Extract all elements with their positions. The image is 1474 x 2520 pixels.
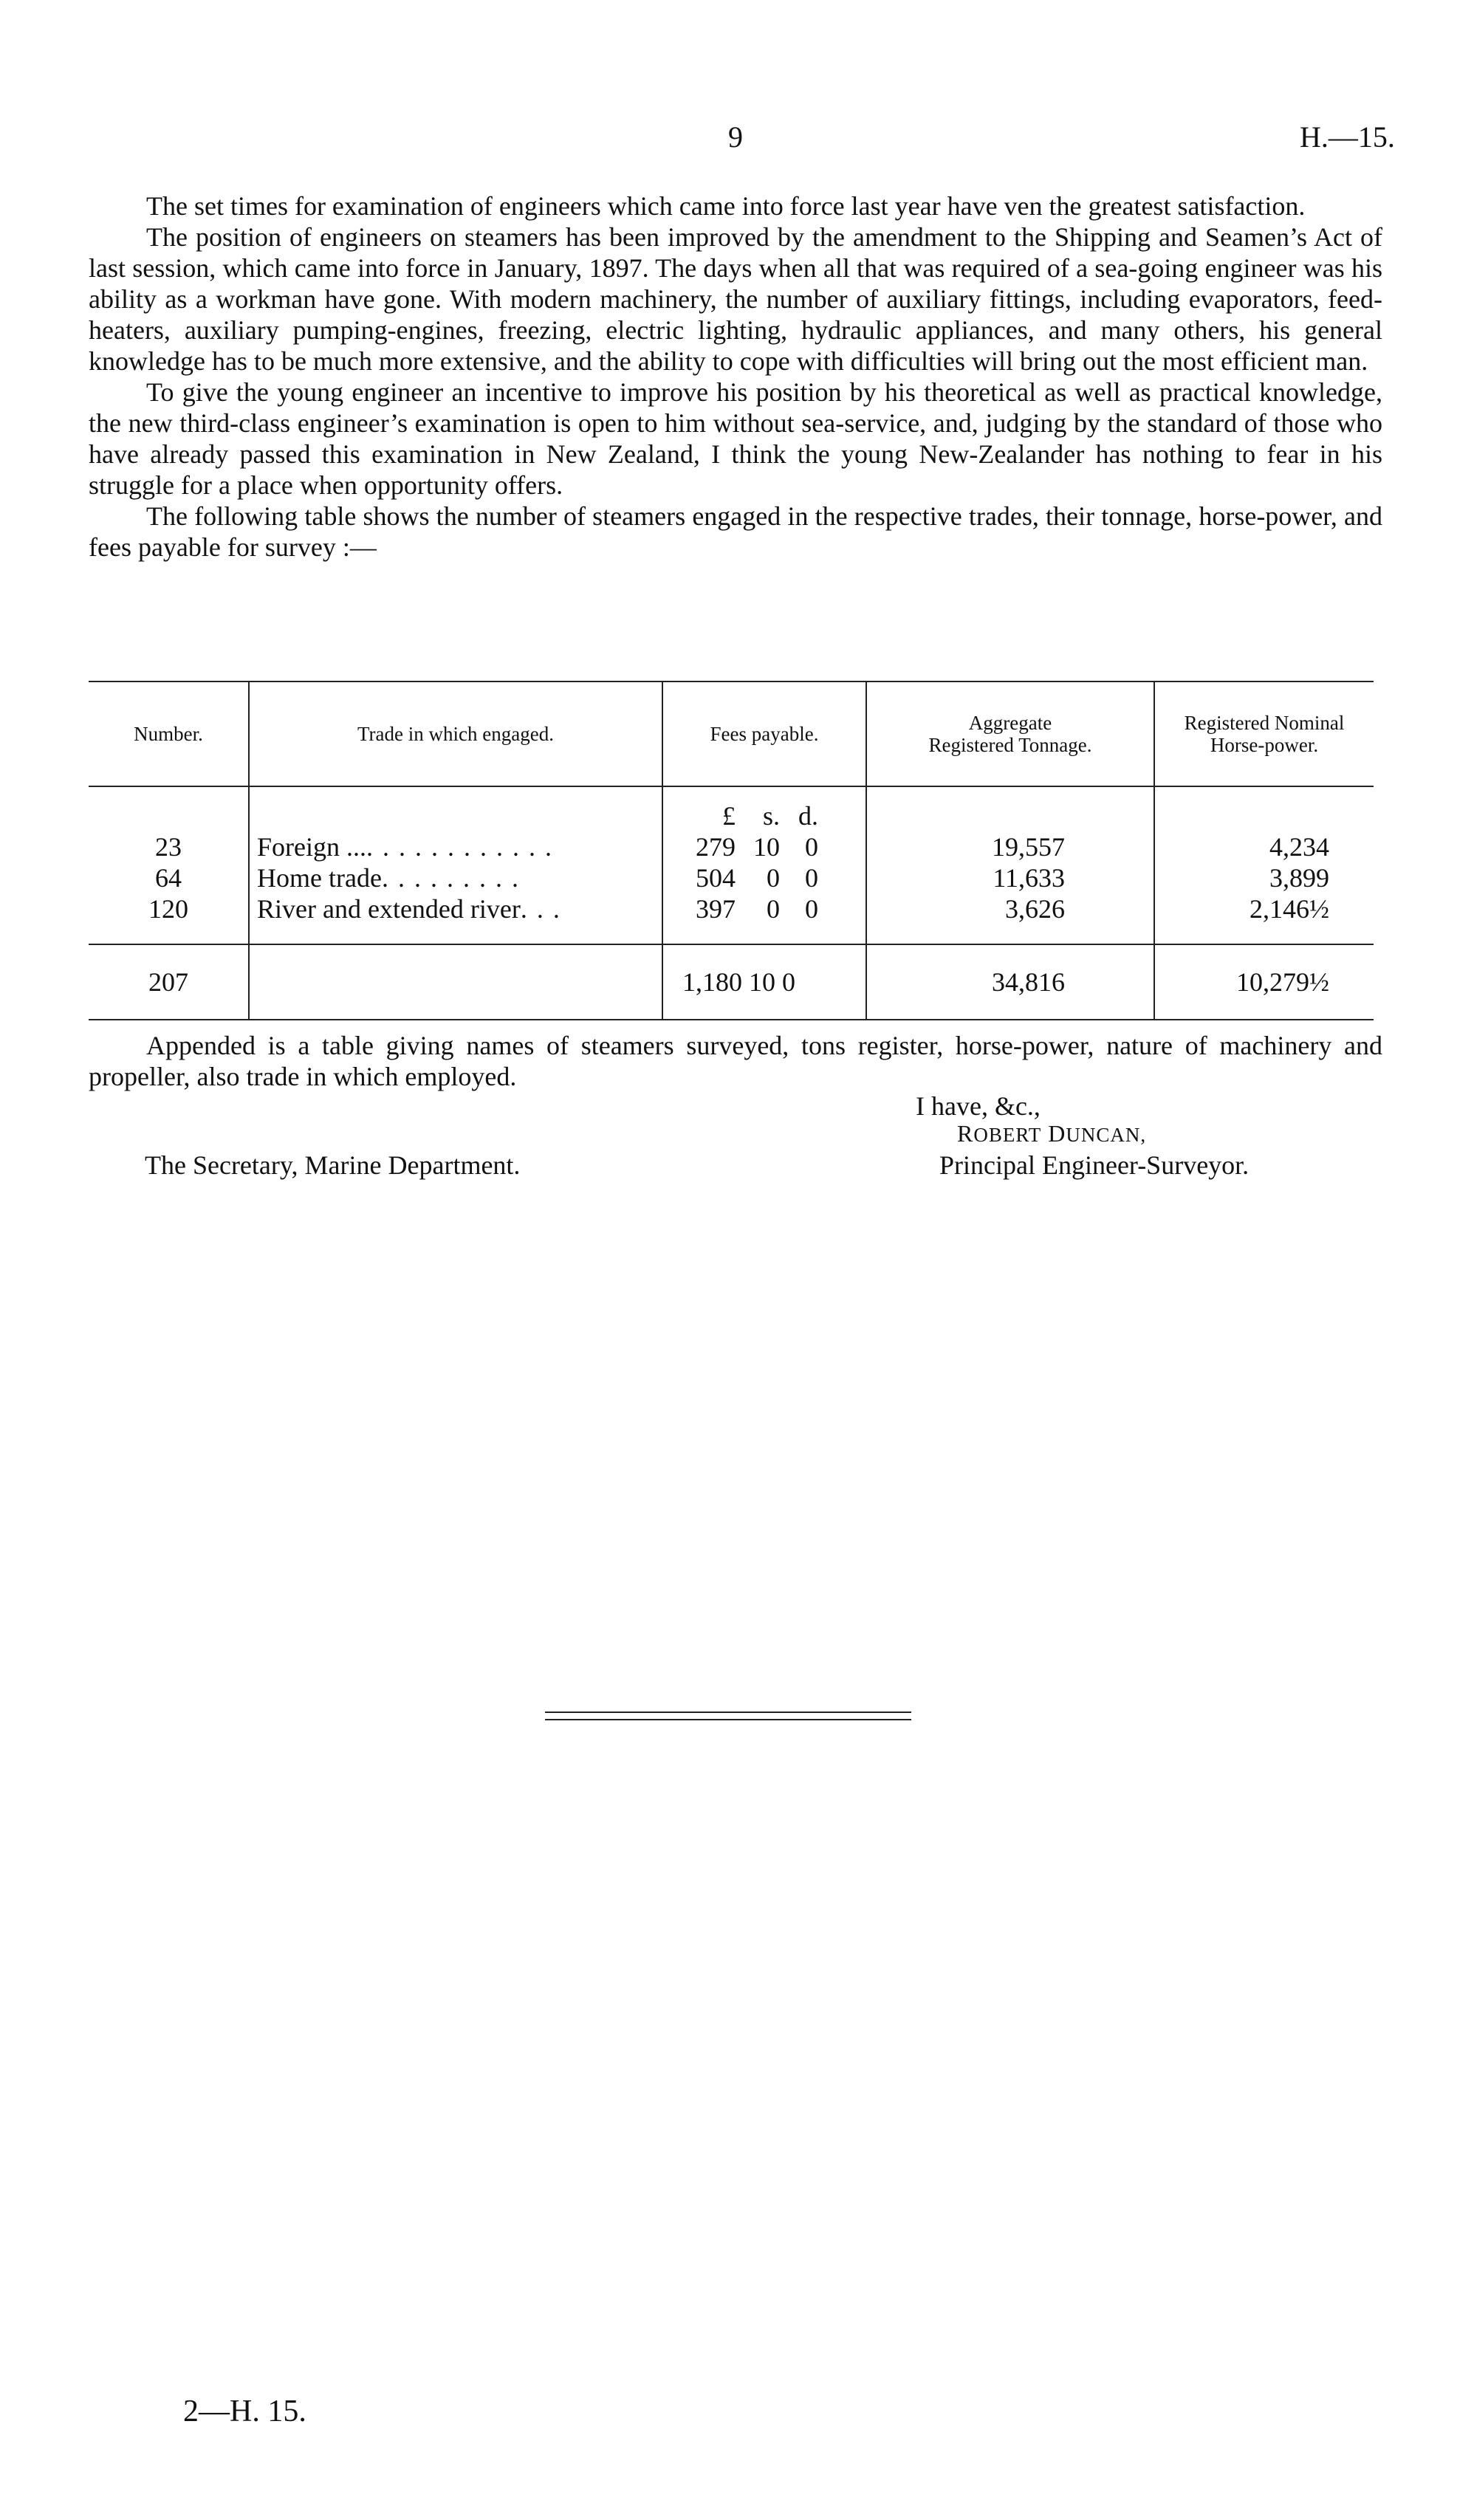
- unit-shillings: s.: [762, 801, 780, 831]
- fee-shillings: 0: [767, 894, 780, 924]
- cell-number: 64: [155, 863, 182, 893]
- surname-initial: D: [1048, 1120, 1066, 1147]
- header-trade: Trade in which engaged.: [249, 682, 662, 786]
- cell-tonnage: 11,633: [866, 862, 1154, 893]
- total-horse-power: 10,279½: [1154, 944, 1374, 1020]
- total-number: 207: [89, 944, 249, 1020]
- cell-horse-power: 4,234: [1154, 831, 1374, 862]
- cell-trade: Home trade . . . . . . . . .: [249, 862, 662, 893]
- unit-pounds: £: [722, 801, 736, 831]
- fee-shillings: 10: [753, 832, 780, 862]
- name-initial: R: [957, 1120, 974, 1147]
- table-row: [89, 831, 1374, 862]
- header-number: Number.: [89, 682, 249, 786]
- body-text: [89, 190, 1382, 563]
- signatory-name: [957, 1120, 1146, 1147]
- unit-pence: d.: [798, 801, 818, 831]
- paragraph-examination-times: The set times for examination of engineers which came into force last year have ven the greatest satisfaction.: [146, 191, 1306, 221]
- cell-tonnage: 19,557: [866, 831, 1154, 862]
- header-hp-line1: Registered Nominal: [1184, 712, 1345, 734]
- steamers-table: [89, 681, 1374, 1020]
- cell-fees: [662, 862, 866, 893]
- fee-shillings: 0: [767, 863, 780, 893]
- cell-horse-power: 3,899: [1154, 862, 1374, 893]
- surname-rest: UNCAN,: [1066, 1124, 1147, 1146]
- table-row: [89, 893, 1374, 944]
- trade-name: Home trade: [257, 863, 382, 893]
- table-row: [89, 862, 1374, 893]
- header-horse-power: [1154, 682, 1374, 786]
- header-tonnage-line2: Registered Tonnage.: [928, 734, 1092, 756]
- header-tonnage-line1: Aggregate: [968, 712, 1052, 734]
- fee-pounds: 279: [696, 832, 736, 862]
- appended-note: [89, 1030, 1382, 1092]
- fee-pence: 0: [805, 894, 818, 924]
- table-header-row: [89, 682, 1374, 786]
- fee-pence: 0: [805, 863, 818, 893]
- paragraph-young-engineer: To give the young engineer an incentive to improve his position by his theoretical as well as practical knowledge, the new third-class engineer’s examination is open to him without sea-service, and, judging by the standard of those who have already passed this examination in New Zealand, I think the young New-Zealander has nothing to fear in his struggle for a place when opportunity offers.: [89, 377, 1382, 500]
- fee-pounds: 397: [696, 894, 736, 924]
- sheet-mark: 2—H. 15.: [183, 2394, 306, 2428]
- cell-fees: [662, 831, 866, 862]
- fee-pounds: 504: [696, 863, 736, 893]
- total-fees: 1,180 10 0: [662, 944, 866, 1020]
- cell-horse-power: 2,146½: [1154, 893, 1374, 944]
- paragraph-appended: Appended is a table giving names of steamers surveyed, tons register, horse-power, nature of machinery and propeller, also trade in which employed.: [89, 1031, 1382, 1091]
- header-fees: Fees payable.: [662, 682, 866, 786]
- header-hp-line2: Horse-power.: [1210, 734, 1319, 756]
- closing-salutation: I have, &c.,: [916, 1091, 1041, 1121]
- cell-number: 23: [155, 832, 182, 862]
- header-tonnage: [866, 682, 1154, 786]
- total-tonnage: 34,816: [866, 944, 1154, 1020]
- table-total-row: [89, 944, 1374, 1020]
- page-number: 9: [728, 120, 743, 154]
- signatory-title: Principal Engineer-Surveyor.: [939, 1150, 1250, 1180]
- cell-tonnage: 3,626: [866, 893, 1154, 944]
- paragraph-table-intro: The following table shows the number of steamers engaged in the respective trades, their tonnage, horse-power, and fees payable for survey :—: [89, 501, 1382, 562]
- paragraph-engineer-position: The position of engineers on steamers has been improved by the amendment to the Shipping and Seamen’s Act of last session, which came into force in January, 1897. The days when all that was required of a sea-going engineer was his ability as a workman have gone. With modern machinery, the number of auxiliary fittings, including evaporators, feed-heaters, auxiliary pumping-engines, freezing, electric lighting, hydraulic appliances, and many others, his general knowledge has to be much more extensive, and the ability to cope with difficulties will bring out the most efficient man.: [89, 222, 1382, 376]
- end-rule: [545, 1712, 911, 1720]
- addressee: The Secretary, Marine Department.: [145, 1150, 521, 1180]
- trade-name: River and extended river: [257, 894, 521, 924]
- fee-pence: 0: [805, 832, 818, 862]
- name-rest: OBERT: [973, 1124, 1042, 1146]
- cell-number: 120: [148, 894, 188, 924]
- document-reference: H.—15.: [1300, 120, 1395, 154]
- trade-name: Foreign ...: [257, 832, 366, 862]
- fee-units-row: [89, 786, 1374, 831]
- cell-fees: [662, 893, 866, 944]
- cell-trade: Foreign ... . . . . . . . . . . . .: [249, 831, 662, 862]
- cell-trade: River and extended river . . .: [249, 893, 662, 944]
